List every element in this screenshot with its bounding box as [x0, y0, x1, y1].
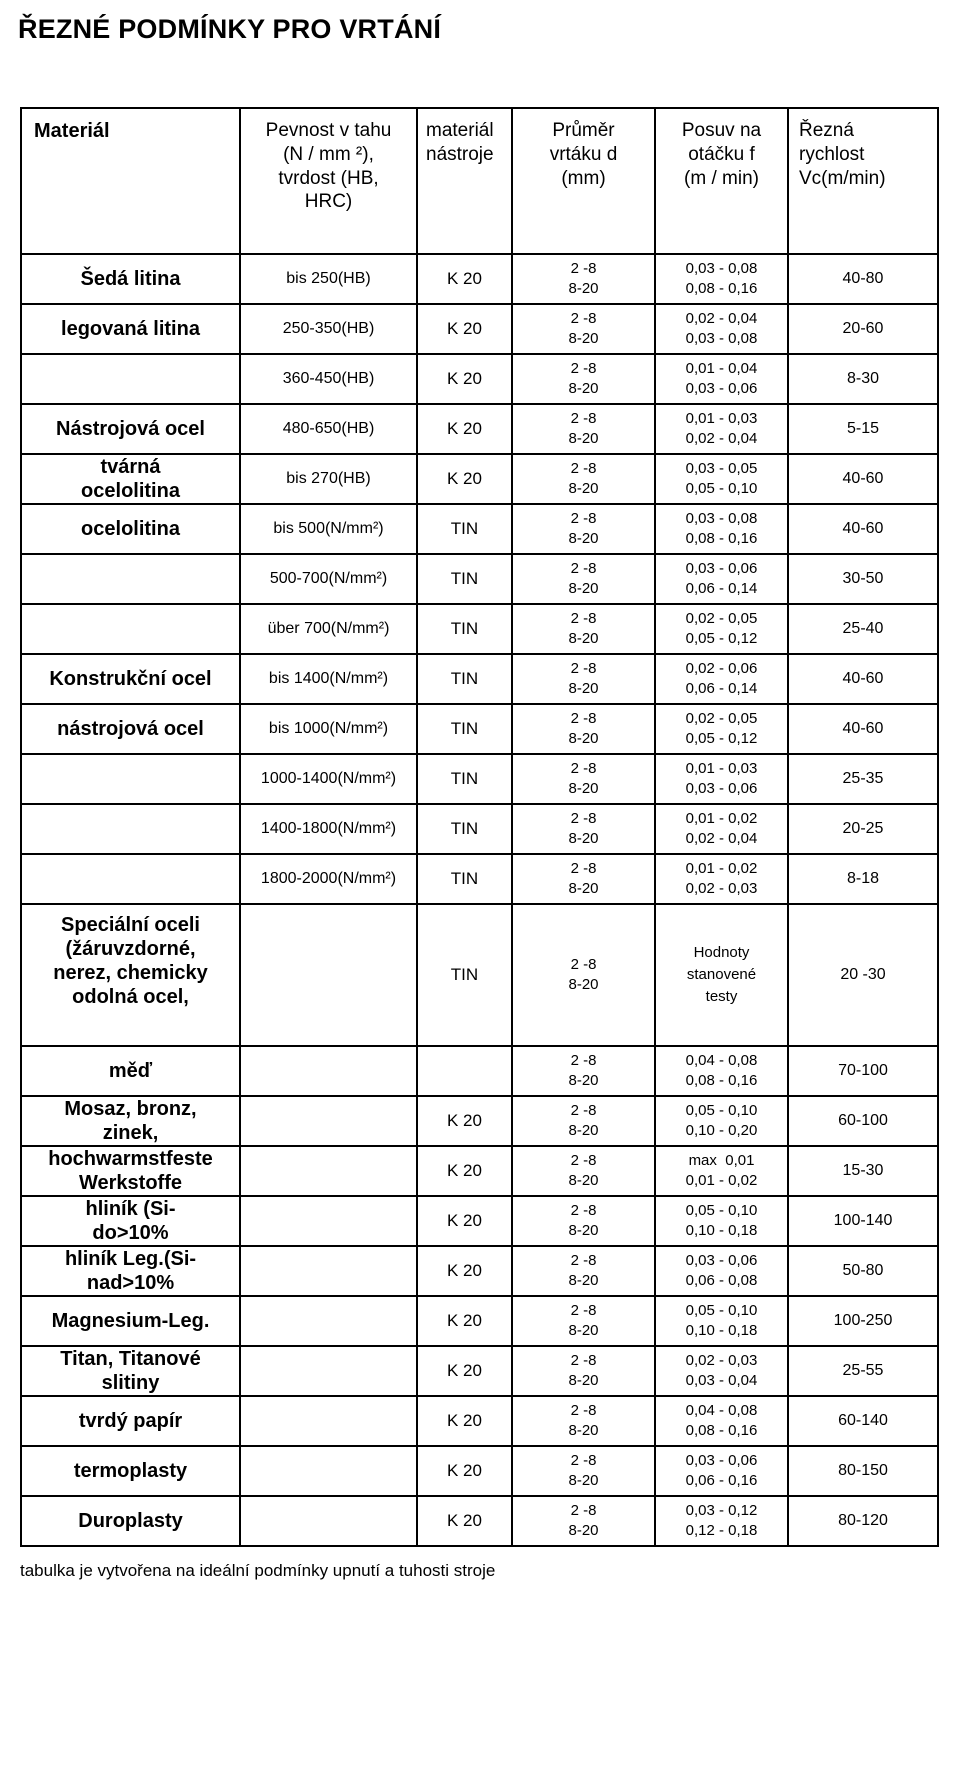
value-line: 8-20 [568, 480, 599, 497]
cell-tool-material: TIN [417, 804, 512, 854]
cell-material [21, 854, 240, 904]
cell-material: tvárná ocelolitina [21, 454, 240, 504]
cell-material: hochwarmstfeste Werkstoffe [21, 1146, 240, 1196]
cell-cutting-speed: 25-40 [788, 604, 938, 654]
cell-tool-material: K 20 [417, 454, 512, 504]
value-line: 2 -8 [570, 1102, 597, 1120]
cell-tool-material: TIN [417, 604, 512, 654]
cell-tensile-strength: bis 270(HB) [240, 454, 417, 504]
cell-feed-per-rev [655, 1146, 788, 1196]
value-line: 0,03 - 0,12 [685, 1502, 758, 1520]
value-line: 2 -8 [570, 1052, 597, 1070]
value-line: 2 -8 [570, 810, 597, 828]
value-line: 8-20 [568, 580, 599, 597]
value-line: 0,02 - 0,03 [685, 880, 758, 897]
header-line: Průměr [552, 120, 615, 141]
value-line: 0,05 - 0,10 [685, 1202, 758, 1220]
cell-drill-diameter [512, 1496, 655, 1546]
cell-material: Konstrukční ocel [21, 654, 240, 704]
cell-drill-diameter [512, 304, 655, 354]
value-line: 2 -8 [570, 510, 597, 528]
header-line: rychlost [799, 143, 865, 165]
cell-feed-per-rev [655, 554, 788, 604]
value-line: 2 -8 [570, 460, 597, 478]
table-row [21, 804, 938, 854]
cell-cutting-speed: 8-18 [788, 854, 938, 904]
cell-drill-diameter [512, 1346, 655, 1396]
value-line: 0,04 - 0,08 [685, 1052, 758, 1070]
cell-drill-diameter [512, 1246, 655, 1296]
cell-material: Speciální oceli (žáruvzdorné, nerez, chemicky odolná ocel, [21, 904, 240, 1046]
value-line: 0,05 - 0,10 [685, 1302, 758, 1320]
value-line: 0,01 - 0,02 [685, 860, 758, 878]
cell-drill-diameter [512, 804, 655, 854]
cell-feed-per-rev [655, 654, 788, 704]
table-row [21, 704, 938, 754]
cell-feed-per-rev [655, 1196, 788, 1246]
cell-tool-material: TIN [417, 854, 512, 904]
cell-tensile-strength: bis 250(HB) [240, 254, 417, 304]
cell-drill-diameter [512, 604, 655, 654]
cell-drill-diameter [512, 854, 655, 904]
cell-tensile-strength [240, 1196, 417, 1246]
table-container [0, 45, 957, 1547]
table-row [21, 1296, 938, 1346]
value-line: 0,08 - 0,16 [685, 1422, 758, 1439]
cell-cutting-speed: 5-15 [788, 404, 938, 454]
cell-cutting-speed: 20 -30 [788, 904, 938, 1046]
value-line: 8-20 [568, 1122, 599, 1139]
value-line: 8-20 [568, 1472, 599, 1489]
value-line: 0,02 - 0,05 [685, 710, 758, 728]
cell-feed-per-rev [655, 704, 788, 754]
value-line: 2 -8 [570, 260, 597, 278]
cell-material: nástrojová ocel [21, 704, 240, 754]
cell-tool-material: K 20 [417, 1446, 512, 1496]
cell-tensile-strength: bis 1000(N/mm²) [240, 704, 417, 754]
cell-tensile-strength [240, 1046, 417, 1096]
value-line: 2 -8 [570, 1352, 597, 1370]
value-line: stanovené [686, 966, 757, 984]
table-row [21, 1046, 938, 1096]
cell-cutting-speed: 25-35 [788, 754, 938, 804]
cell-drill-diameter [512, 1446, 655, 1496]
column-header-tensile-strength [240, 108, 417, 254]
cell-drill-diameter [512, 1296, 655, 1346]
value-line: 0,06 - 0,14 [685, 680, 758, 697]
cell-tool-material: K 20 [417, 1196, 512, 1246]
table-row [21, 554, 938, 604]
value-line: 8-20 [568, 976, 599, 993]
cell-tool-material: K 20 [417, 1096, 512, 1146]
cell-feed-per-rev [655, 854, 788, 904]
header-line: (N / mm ²), [283, 143, 374, 165]
table-row [21, 604, 938, 654]
cell-tool-material: K 20 [417, 1246, 512, 1296]
value-line: 8-20 [568, 1272, 599, 1289]
table-row [21, 754, 938, 804]
value-line: 2 -8 [570, 1302, 597, 1320]
cell-feed-per-rev [655, 904, 788, 1046]
cell-material: Šedá litina [21, 254, 240, 304]
cell-drill-diameter [512, 904, 655, 1046]
table-row [21, 1396, 938, 1446]
cell-drill-diameter [512, 1396, 655, 1446]
cell-tensile-strength [240, 1146, 417, 1196]
cell-tool-material [417, 1046, 512, 1096]
value-line: 8-20 [568, 330, 599, 347]
cell-feed-per-rev [655, 254, 788, 304]
cell-tensile-strength: 250-350(HB) [240, 304, 417, 354]
cell-tensile-strength [240, 1496, 417, 1546]
cell-drill-diameter [512, 704, 655, 754]
value-line: 2 -8 [570, 1402, 597, 1420]
value-line: 0,10 - 0,20 [685, 1122, 758, 1139]
cell-tool-material: K 20 [417, 1296, 512, 1346]
value-line: 2 -8 [570, 1502, 597, 1520]
value-line: 2 -8 [570, 560, 597, 578]
page-title: ŘEZNÉ PODMÍNKY PRO VRTÁNÍ [18, 14, 442, 44]
value-line: 0,08 - 0,16 [685, 530, 758, 547]
value-line: 0,03 - 0,06 [685, 1252, 758, 1270]
header-line: Materiál [34, 120, 110, 142]
cell-cutting-speed: 60-140 [788, 1396, 938, 1446]
value-line: 0,06 - 0,08 [685, 1272, 758, 1289]
header-line: (m / min) [684, 167, 759, 189]
cell-tool-material: TIN [417, 904, 512, 1046]
cell-tensile-strength: über 700(N/mm²) [240, 604, 417, 654]
table-row [21, 1246, 938, 1296]
value-line: 2 -8 [570, 410, 597, 428]
header-line: Posuv na [681, 120, 762, 141]
cell-tool-material: TIN [417, 704, 512, 754]
value-line: 0,01 - 0,04 [685, 360, 758, 378]
value-line: 2 -8 [570, 956, 597, 974]
cell-material: Titan, Titanové slitiny [21, 1346, 240, 1396]
cell-material [21, 354, 240, 404]
value-line: 0,03 - 0,05 [685, 460, 758, 478]
cell-drill-diameter [512, 504, 655, 554]
value-line: 0,03 - 0,06 [685, 380, 758, 397]
cell-drill-diameter [512, 1146, 655, 1196]
cell-tool-material: TIN [417, 504, 512, 554]
cell-tensile-strength: 1400-1800(N/mm²) [240, 804, 417, 854]
header-line: (mm) [561, 167, 606, 189]
value-line: 0,01 - 0,02 [685, 810, 758, 828]
cell-material: Duroplasty [21, 1496, 240, 1546]
header-line: Pevnost v tahu [265, 120, 392, 141]
cutting-conditions-table [20, 107, 939, 1547]
value-line: 2 -8 [570, 860, 597, 878]
cell-material [21, 804, 240, 854]
cell-cutting-speed: 100-250 [788, 1296, 938, 1346]
cell-cutting-speed: 80-150 [788, 1446, 938, 1496]
cell-feed-per-rev [655, 354, 788, 404]
value-line: max 0,01 [688, 1152, 755, 1170]
cell-drill-diameter [512, 754, 655, 804]
value-line: 0,04 - 0,08 [685, 1402, 758, 1420]
cell-cutting-speed: 25-55 [788, 1346, 938, 1396]
cell-tool-material: K 20 [417, 1346, 512, 1396]
cell-cutting-speed: 40-60 [788, 654, 938, 704]
value-line: 2 -8 [570, 660, 597, 678]
value-line: 2 -8 [570, 310, 597, 328]
cell-cutting-speed: 20-60 [788, 304, 938, 354]
cell-tensile-strength: 1800-2000(N/mm²) [240, 854, 417, 904]
cell-material [21, 754, 240, 804]
value-line: 0,03 - 0,06 [685, 560, 758, 578]
value-line: 0,03 - 0,08 [685, 260, 758, 278]
value-line: 0,01 - 0,03 [685, 760, 758, 778]
value-line: 0,10 - 0,18 [685, 1322, 758, 1339]
value-line: 2 -8 [570, 760, 597, 778]
cell-feed-per-rev [655, 404, 788, 454]
value-line: 2 -8 [570, 710, 597, 728]
value-line: 0,02 - 0,04 [685, 310, 758, 328]
value-line: 8-20 [568, 730, 599, 747]
cell-feed-per-rev [655, 1296, 788, 1346]
cell-tool-material: TIN [417, 654, 512, 704]
cell-cutting-speed: 40-60 [788, 454, 938, 504]
column-header-tool-material [417, 108, 512, 254]
value-line: 0,01 - 0,03 [685, 410, 758, 428]
value-line: 0,06 - 0,14 [685, 580, 758, 597]
value-line: 0,01 - 0,02 [685, 1172, 758, 1189]
cell-material: hliník Leg.(Si- nad>10% [21, 1246, 240, 1296]
value-line: 2 -8 [570, 610, 597, 628]
cell-feed-per-rev [655, 1346, 788, 1396]
cell-cutting-speed: 40-80 [788, 254, 938, 304]
cell-material: hliník (Si- do>10% [21, 1196, 240, 1246]
value-line: 0,03 - 0,06 [685, 1452, 758, 1470]
cell-feed-per-rev [655, 504, 788, 554]
cell-material: tvrdý papír [21, 1396, 240, 1446]
cell-material: termoplasty [21, 1446, 240, 1496]
value-line: 8-20 [568, 1522, 599, 1539]
value-line: 0,08 - 0,16 [685, 1072, 758, 1089]
cell-cutting-speed: 50-80 [788, 1246, 938, 1296]
value-line: 2 -8 [570, 1452, 597, 1470]
cell-feed-per-rev [655, 1246, 788, 1296]
cell-drill-diameter [512, 254, 655, 304]
cell-drill-diameter [512, 454, 655, 504]
cell-cutting-speed: 8-30 [788, 354, 938, 404]
value-line: 0,08 - 0,16 [685, 280, 758, 297]
table-row [21, 854, 938, 904]
cell-drill-diameter [512, 1046, 655, 1096]
value-line: 2 -8 [570, 1202, 597, 1220]
value-line: 0,03 - 0,08 [685, 510, 758, 528]
value-line: 8-20 [568, 530, 599, 547]
value-line: 8-20 [568, 830, 599, 847]
table-row [21, 904, 938, 1046]
value-line: 2 -8 [570, 360, 597, 378]
table-row [21, 1196, 938, 1246]
cell-feed-per-rev [655, 1446, 788, 1496]
cell-cutting-speed: 60-100 [788, 1096, 938, 1146]
cell-material: Magnesium-Leg. [21, 1296, 240, 1346]
table-row [21, 304, 938, 354]
table-row [21, 354, 938, 404]
cell-tool-material: K 20 [417, 304, 512, 354]
value-line: 2 -8 [570, 1152, 597, 1170]
header-line: materiál [426, 120, 494, 141]
table-row [21, 254, 938, 304]
cell-cutting-speed: 80-120 [788, 1496, 938, 1546]
cell-material: měď [21, 1046, 240, 1096]
cell-feed-per-rev [655, 1496, 788, 1546]
cell-drill-diameter [512, 354, 655, 404]
cell-cutting-speed: 70-100 [788, 1046, 938, 1096]
value-line: 0,05 - 0,10 [685, 1102, 758, 1120]
value-line: 8-20 [568, 630, 599, 647]
cell-tensile-strength: bis 500(N/mm²) [240, 504, 417, 554]
value-line: testy [705, 987, 738, 1005]
value-line: 0,02 - 0,06 [685, 660, 758, 678]
value-line: 0,02 - 0,03 [685, 1352, 758, 1370]
cell-feed-per-rev [655, 1096, 788, 1146]
cell-tensile-strength [240, 1246, 417, 1296]
value-line: 8-20 [568, 1222, 599, 1239]
cell-tensile-strength [240, 1296, 417, 1346]
header-line: nástroje [426, 143, 494, 165]
cell-tensile-strength: 1000-1400(N/mm²) [240, 754, 417, 804]
header-line: tvrdost (HB, [278, 167, 379, 189]
value-line: 0,05 - 0,12 [685, 630, 758, 647]
cell-tensile-strength [240, 1096, 417, 1146]
value-line: 8-20 [568, 880, 599, 897]
value-line: 0,05 - 0,10 [685, 480, 758, 497]
table-body [21, 254, 938, 1546]
cell-drill-diameter [512, 404, 655, 454]
value-line: 8-20 [568, 430, 599, 447]
value-line: 0,12 - 0,18 [685, 1522, 758, 1539]
cell-tool-material: K 20 [417, 354, 512, 404]
cell-tensile-strength: 500-700(N/mm²) [240, 554, 417, 604]
cell-cutting-speed: 20-25 [788, 804, 938, 854]
cell-material: Nástrojová ocel [21, 404, 240, 454]
cell-material [21, 604, 240, 654]
value-line: 8-20 [568, 1422, 599, 1439]
cell-feed-per-rev [655, 454, 788, 504]
value-line: 8-20 [568, 1072, 599, 1089]
header-line: vrtáku d [549, 143, 618, 165]
cell-drill-diameter [512, 554, 655, 604]
table-row [21, 654, 938, 704]
value-line: 8-20 [568, 1372, 599, 1389]
cell-tensile-strength: 360-450(HB) [240, 354, 417, 404]
table-row [21, 1446, 938, 1496]
cell-tool-material: K 20 [417, 1146, 512, 1196]
column-header-material [21, 108, 240, 254]
cell-drill-diameter [512, 654, 655, 704]
table-header [21, 108, 938, 254]
value-line: 8-20 [568, 680, 599, 697]
cell-tensile-strength [240, 1396, 417, 1446]
column-header-cutting-speed [788, 108, 938, 254]
table-row [21, 1496, 938, 1546]
cell-cutting-speed: 40-60 [788, 504, 938, 554]
cell-feed-per-rev [655, 604, 788, 654]
cell-feed-per-rev [655, 304, 788, 354]
cell-material: ocelolitina [21, 504, 240, 554]
cell-tensile-strength [240, 1346, 417, 1396]
cell-material [21, 554, 240, 604]
header-line: Vc(m/min) [799, 167, 886, 189]
column-header-drill-diameter [512, 108, 655, 254]
cell-cutting-speed: 40-60 [788, 704, 938, 754]
cell-tensile-strength: 480-650(HB) [240, 404, 417, 454]
cell-feed-per-rev [655, 754, 788, 804]
header-line: otáčku f [688, 143, 755, 165]
table-row [21, 504, 938, 554]
value-line: 0,06 - 0,16 [685, 1472, 758, 1489]
cell-tool-material: K 20 [417, 1396, 512, 1446]
value-line: 0,02 - 0,04 [685, 830, 758, 847]
value-line: 0,02 - 0,04 [685, 430, 758, 447]
cell-cutting-speed: 30-50 [788, 554, 938, 604]
value-line: 8-20 [568, 1322, 599, 1339]
cell-tool-material: TIN [417, 754, 512, 804]
footnote: tabulka je vytvořena na ideální podmínky upnutí a tuhosti stroje [20, 1561, 496, 1580]
value-line: Hodnoty [693, 944, 750, 962]
cell-tensile-strength: bis 1400(N/mm²) [240, 654, 417, 704]
header-row [21, 108, 938, 254]
cell-tool-material: K 20 [417, 404, 512, 454]
value-line: 2 -8 [570, 1252, 597, 1270]
table-row [21, 1146, 938, 1196]
table-row [21, 1346, 938, 1396]
cell-drill-diameter [512, 1096, 655, 1146]
column-header-feed-per-rev [655, 108, 788, 254]
cell-feed-per-rev [655, 1046, 788, 1096]
cell-material: Mosaz, bronz, zinek, [21, 1096, 240, 1146]
header-line: HRC) [304, 191, 353, 213]
value-line: 0,03 - 0,08 [685, 330, 758, 347]
value-line: 8-20 [568, 380, 599, 397]
cell-cutting-speed: 15-30 [788, 1146, 938, 1196]
cell-feed-per-rev [655, 804, 788, 854]
cell-tool-material: K 20 [417, 1496, 512, 1546]
value-line: 0,03 - 0,06 [685, 780, 758, 797]
table-row [21, 454, 938, 504]
cell-feed-per-rev [655, 1396, 788, 1446]
cell-tensile-strength [240, 1446, 417, 1496]
cell-cutting-speed: 100-140 [788, 1196, 938, 1246]
value-line: 0,10 - 0,18 [685, 1222, 758, 1239]
value-line: 8-20 [568, 280, 599, 297]
cell-drill-diameter [512, 1196, 655, 1246]
value-line: 0,05 - 0,12 [685, 730, 758, 747]
table-row [21, 1096, 938, 1146]
header-line: Řezná [799, 120, 854, 141]
cell-material: legovaná litina [21, 304, 240, 354]
value-line: 8-20 [568, 780, 599, 797]
cell-tool-material: K 20 [417, 254, 512, 304]
value-line: 8-20 [568, 1172, 599, 1189]
value-line: 0,03 - 0,04 [685, 1372, 758, 1389]
cell-tool-material: TIN [417, 554, 512, 604]
table-row [21, 404, 938, 454]
value-line: 0,02 - 0,05 [685, 610, 758, 628]
cell-tensile-strength [240, 904, 417, 1046]
